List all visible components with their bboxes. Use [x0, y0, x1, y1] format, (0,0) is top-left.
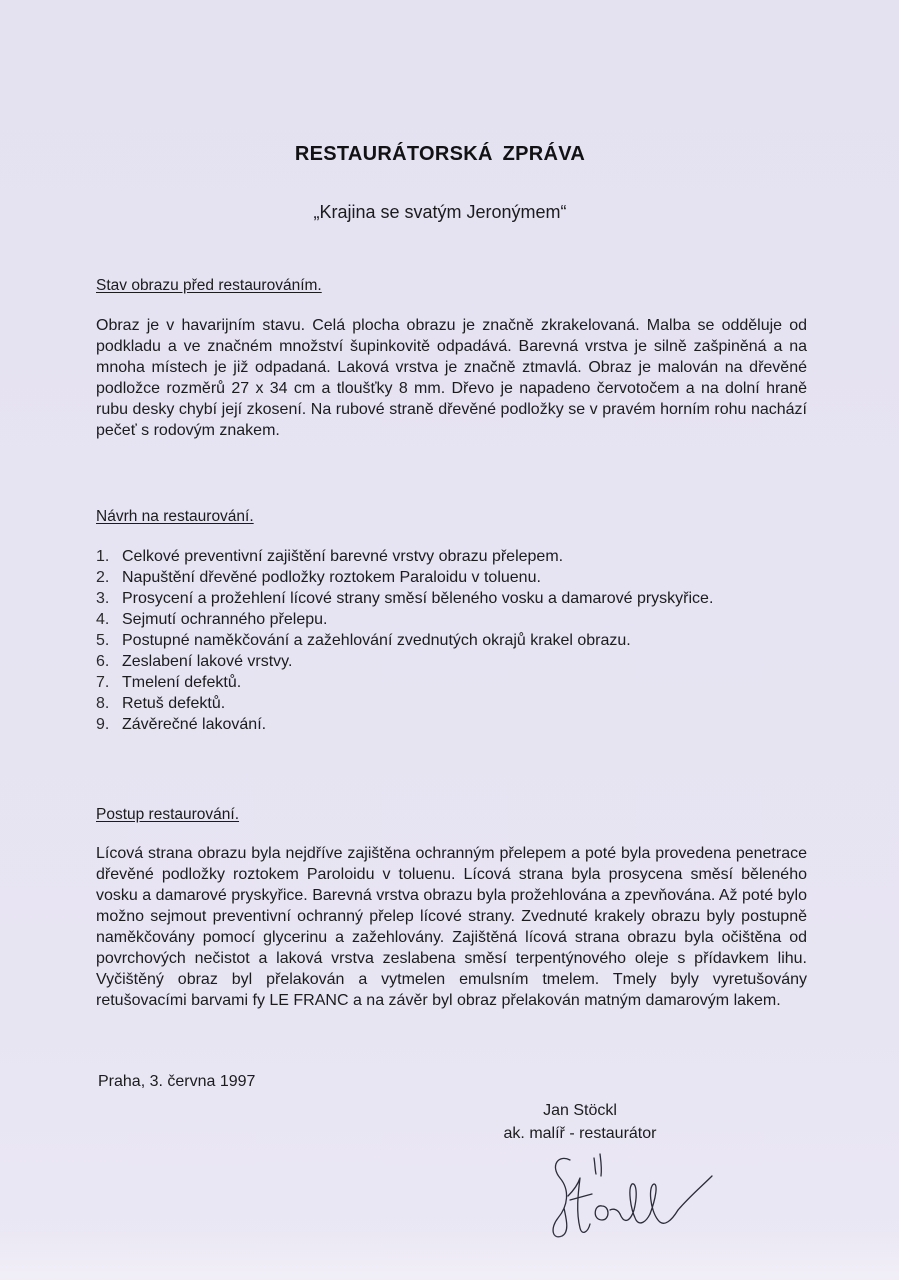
list-item — [96, 630, 807, 651]
list-item-text: Závěrečné lakování. — [122, 716, 267, 733]
list-item-number: 4. — [96, 611, 110, 628]
author-name: Jan Stöckl — [543, 1102, 617, 1119]
list-item-text: Napuštění dřevěné podložky roztokem Paraloidu v toluenu. — [122, 569, 541, 586]
list-item — [96, 651, 807, 672]
list-item-number: 6. — [96, 653, 110, 670]
section-heading-condition: Stav obrazu před restaurováním. — [96, 277, 322, 294]
list-item — [96, 546, 807, 567]
section-heading-proposal: Návrh na restaurování. — [96, 508, 254, 525]
list-item — [96, 693, 807, 714]
list-item-text: Retuš defektů. — [122, 695, 226, 712]
list-item-number: 2. — [96, 569, 110, 586]
list-item — [96, 588, 807, 609]
document-subtitle: „Krajina se svatým Jeronýmem“ — [313, 202, 567, 222]
list-item-text: Postupné naměkčování a zažehlování zvednutých okrajů krakel obrazu. — [122, 632, 631, 649]
list-item-number: 8. — [96, 695, 110, 712]
place-and-date: Praha, 3. června 1997 — [98, 1073, 256, 1090]
list-item-number: 9. — [96, 716, 110, 733]
list-item — [96, 714, 807, 735]
author-title: ak. malíř - restaurátor — [503, 1125, 657, 1142]
list-item-text: Celkové preventivní zajištění barevné vrstvy obrazu přelepem. — [122, 548, 564, 565]
list-item-number: 5. — [96, 632, 110, 649]
list-item-number: 3. — [96, 590, 110, 607]
condition-paragraph: Obraz je v havarijním stavu. Celá plocha obrazu je značně zkrakelovaná. Malba se odděluje od podkladu a ve značném množství šupinkovitě odpadává. Barevná vrstva je silně zašpiněná a na mnoha místech je již odpadaná. Laková vrstva je značně ztmavlá. Obraz je malován na dřevěné podložce rozměrů 27 x 34 cm a tloušťky 8 mm. Dřevo je napadeno červotočem a na dolní hraně rubu desky chybí její zkosení. Na rubové straně dřevěné podložky se v pravém horním rohu nachází pečeť s rodovým znakem. — [96, 317, 807, 439]
list-item-text: Zeslabení lakové vrstvy. — [122, 653, 293, 670]
section-heading-procedure: Postup restaurování. — [96, 806, 240, 823]
signature-block — [470, 1099, 690, 1145]
list-item — [96, 672, 807, 693]
list-item-text: Sejmutí ochranného přelepu. — [122, 611, 328, 628]
procedure-paragraph: Lícová strana obrazu byla nejdříve zajištěna ochranným přelepem a poté byla provedena penetrace dřevěné podložky roztokem Paroloidu v toluenu. Lícová strana byla prosycena směsí běleného vosku a damarové pryskyřice. Barevná vrstva obrazu byla prožehlována a zpevňována. Až poté bylo možno sejmout preventivní ochranný přelep lícové strany. Zvednuté krakely obrazu byly postupně naměkčovány pomocí glycerinu a zažehlovány. Zajištěná lícová strana obrazu byla očištěna od povrchových nečistot a laková vrstva zeslabena směsí terpentýnového oleje s přídavkem lihu. Vyčištěný obraz byl přelakován a vytmelen emulsním tmelem. Tmely byly vyretušovány retušovacími barvami fy LE FRANC a na závěr byl obraz přelakován matným damarovým lakem. — [96, 845, 807, 1009]
handwritten-signature — [540, 1148, 740, 1243]
list-item-number: 1. — [96, 548, 110, 565]
list-item-text: Prosycení a prožehlení lícové strany směsí běleného vosku a damarové pryskyřice. — [122, 590, 714, 607]
list-item — [96, 567, 807, 588]
list-item-number: 7. — [96, 674, 110, 691]
list-item-text: Tmelení defektů. — [122, 674, 242, 691]
list-item — [96, 609, 807, 630]
paper-shadow — [0, 1230, 899, 1280]
proposal-list — [96, 546, 807, 735]
document-title: RESTAURÁTORSKÁ ZPRÁVA — [294, 143, 586, 165]
